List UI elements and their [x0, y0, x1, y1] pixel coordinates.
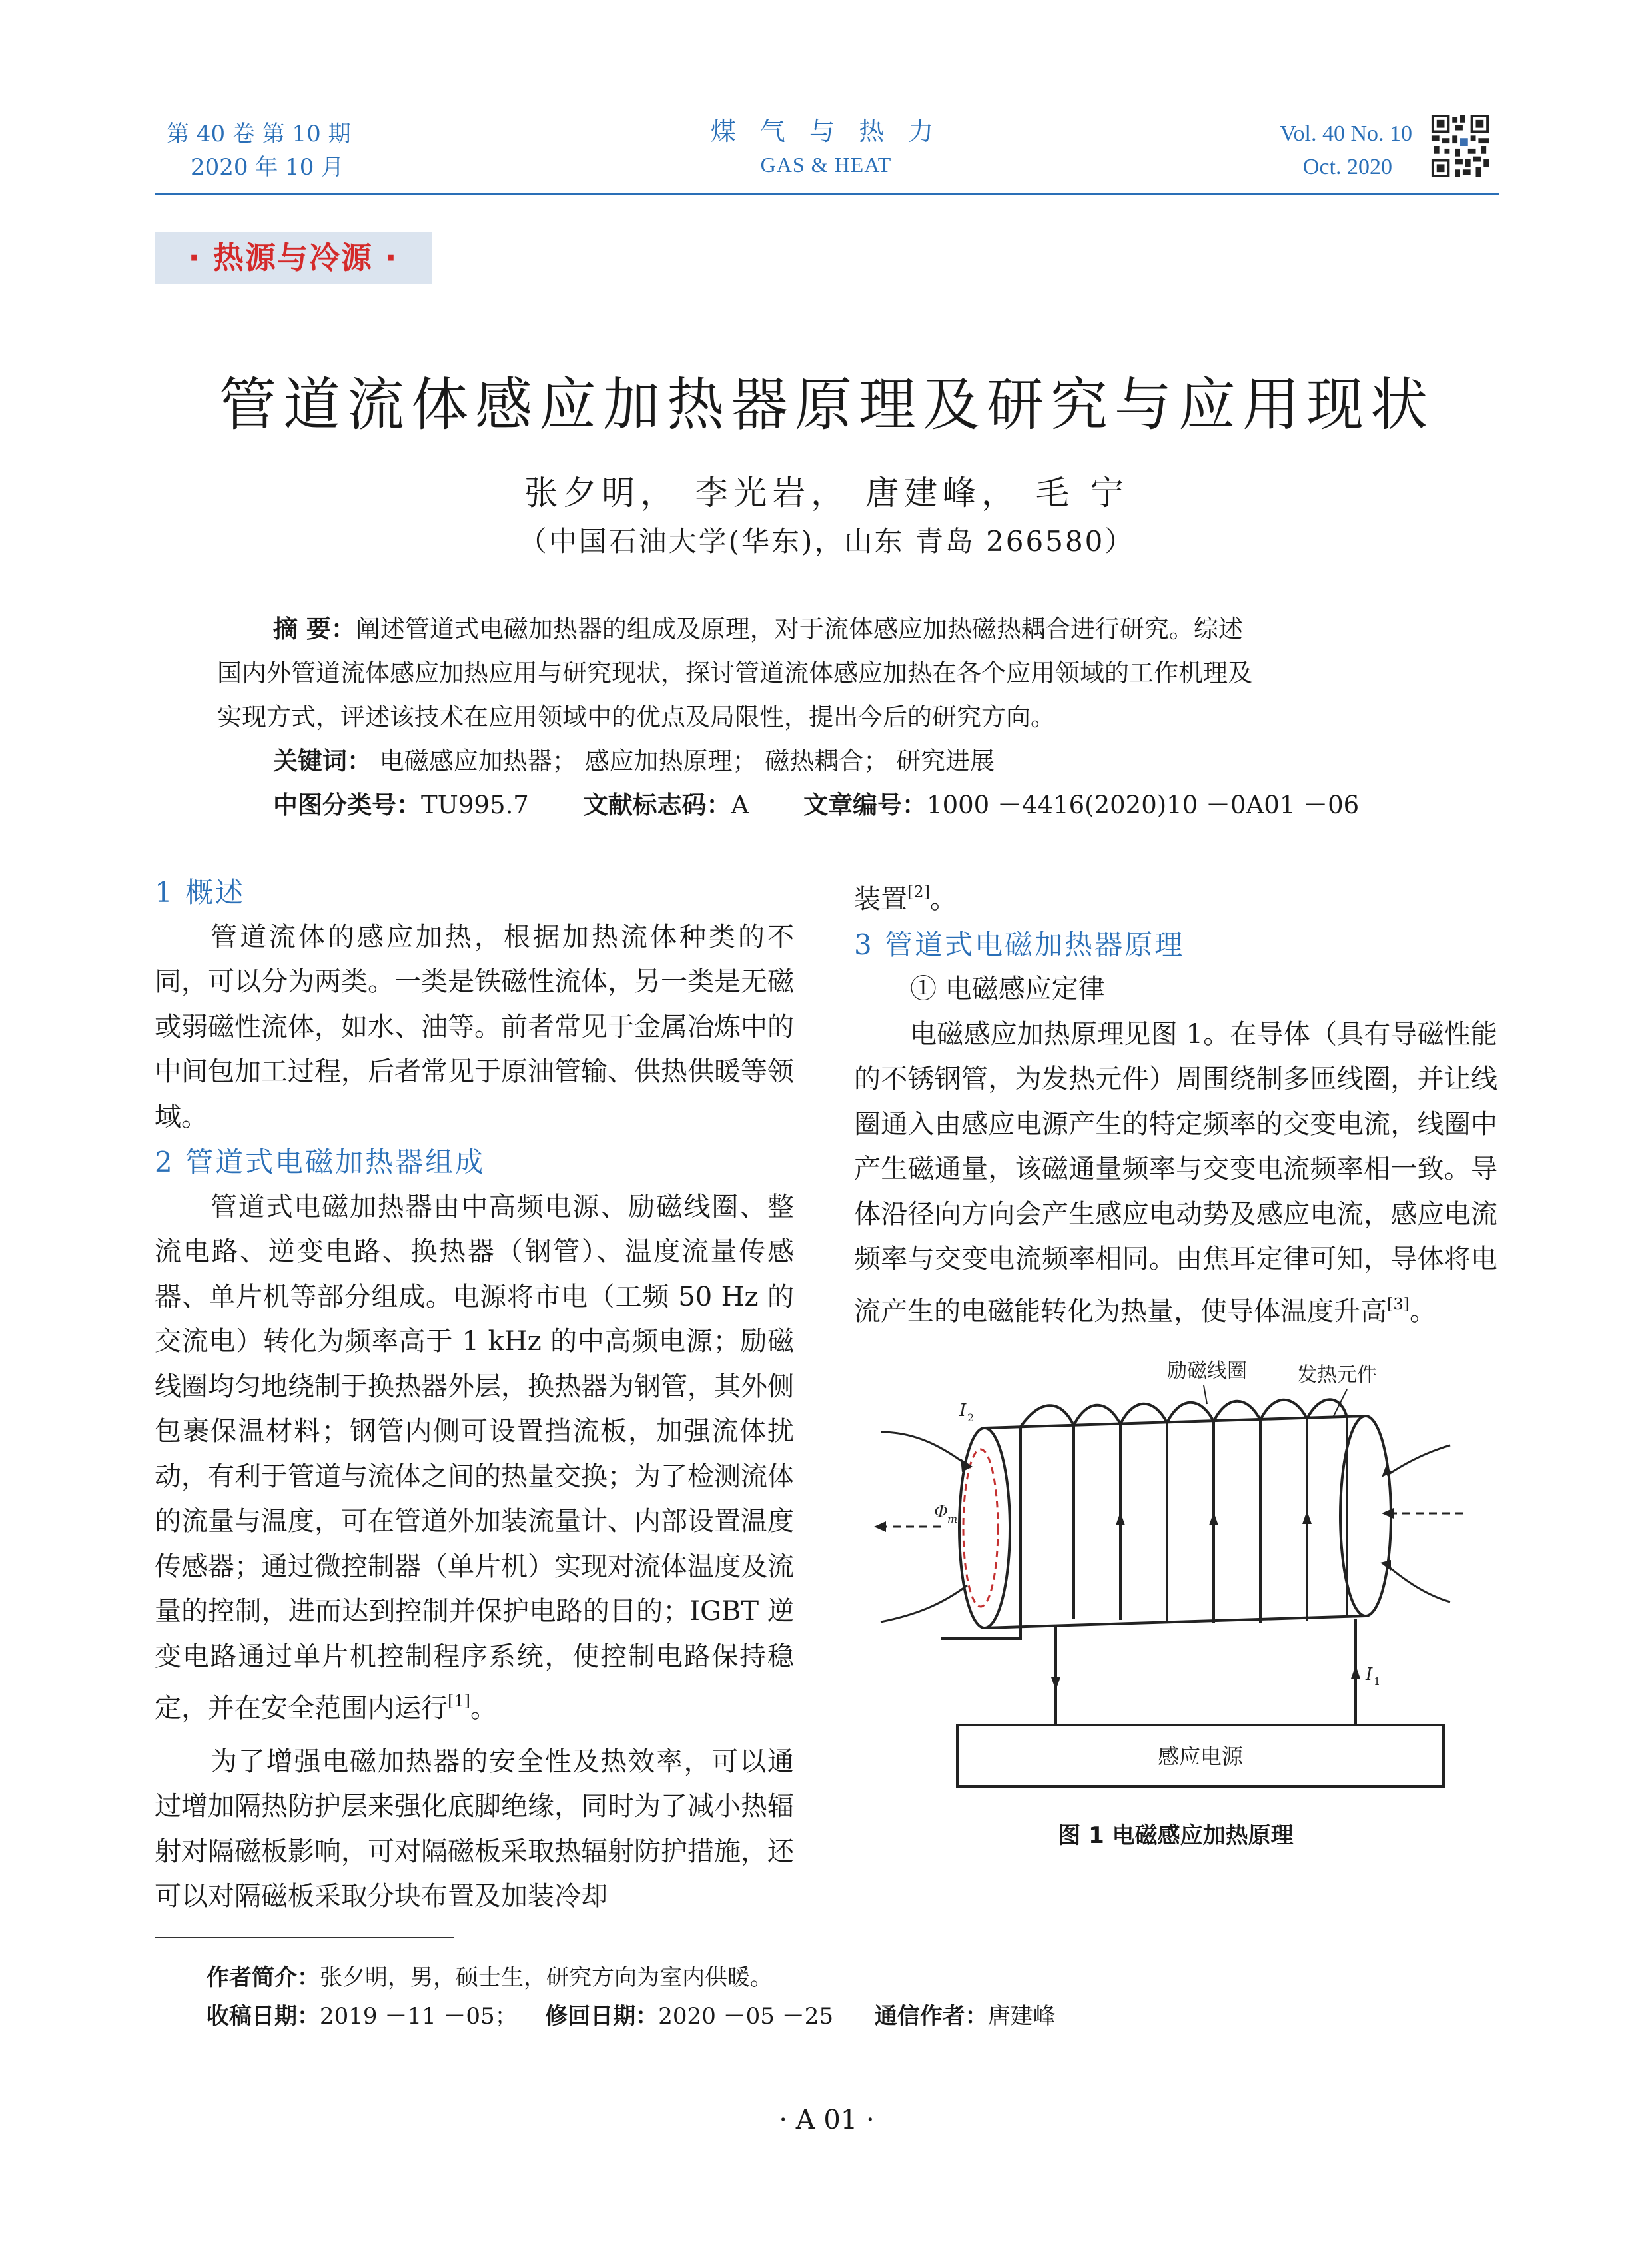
- lead-arrow-up-icon: [1351, 1665, 1360, 1679]
- citation-1: [1]: [448, 1692, 470, 1710]
- abstract-line-3: 实现方式，评述该技术在应用领域中的优点及局限性，提出今后的研究方向。: [217, 703, 1055, 731]
- abstract: [217, 607, 1443, 739]
- section-2-heading: 2 管道式电磁加热器组成: [155, 1146, 486, 1178]
- header-journal-cn: 煤 气 与 热 力: [710, 117, 942, 146]
- current-i2-label: I: [959, 1401, 967, 1421]
- article-no-label: 文章编号：: [803, 791, 927, 819]
- power-supply-label: 感应电源: [1157, 1744, 1244, 1769]
- section-2-paragraph-2: 为了增强电磁加热器的安全性及热效率，可以通过增加隔热防护层来强化底脚绝缘，同时为了减小热辐射对隔磁板影响，可对隔磁板采取热辐射防护措施，还可以对隔磁板采取分块布置及加装冷却: [155, 1746, 794, 1912]
- clc-value: TU995.7: [421, 791, 529, 819]
- author-bio: [206, 1958, 773, 1997]
- figure-1: [854, 1352, 1497, 1818]
- left-column: [155, 870, 794, 1920]
- continued-text: [854, 870, 1497, 923]
- section-tag: · 热源与冷源 ·: [155, 232, 432, 284]
- lead-arrow-down-icon: [1051, 1677, 1060, 1690]
- field-arrow-icon: [1380, 1560, 1391, 1571]
- header-date-en: Oct. 2020: [1302, 155, 1392, 179]
- section-2-paragraph-1-text: 管道式电磁加热器由中高频电源、励磁线圈、整流电路、逆变电路、换热器（钢管）、温度流量传感器、单片机等部分组成。电源将市电（工频 50 Hz 的交流电）转化为频率高于 1 kHz 的中高频电源；励磁线圈均匀地绕制于换热器外层，换热器为钢管，其外侧包裹保温材料；钢管内侧可设置挡流板，加强流体扰动，有利于管道与流体之间的热量交换；为了检测流体的流量与温度，可在管道外加装流量计、内部设置温度传感器；通过微控制器（单片机）实现对流体温度及流量的控制，进而达到控制并保护电路的目的；IGBT 逆变电路通过单片机控制程序系统，使控制电路保持稳定，并在安全范围内运行: [155, 1191, 794, 1724]
- current-i1-label: I: [1366, 1665, 1373, 1684]
- footnote-rule: [155, 1937, 454, 1938]
- corresponding-value: 唐建峰: [987, 2003, 1056, 2030]
- abstract-line-1: 阐述管道式电磁加热器的组成及原理，对于流体感应加热磁热耦合进行研究。综述: [355, 615, 1243, 643]
- section-3-paragraph-end: 。: [1410, 1296, 1436, 1327]
- field-arrow-icon: [1382, 1467, 1392, 1477]
- keywords-text: 电磁感应加热器； 感应加热原理； 磁热耦合； 研究进展: [379, 747, 995, 775]
- header-date-cn: 2020 年 10 月: [191, 154, 344, 181]
- header-rule: [155, 193, 1499, 195]
- section-3-subheading: ① 电磁感应定律: [910, 974, 1105, 1004]
- header-vol-no: Vol. 40 No. 10: [1280, 121, 1412, 146]
- current-i2-subscript: 2: [967, 1411, 975, 1424]
- received-label: 收稿日期：: [206, 2003, 320, 2030]
- section-2-paragraph-1-end: 。: [470, 1693, 497, 1724]
- qr-code-icon: [1431, 115, 1489, 177]
- header-volume-en: [1252, 117, 1412, 184]
- header-journal-en: GAS & HEAT: [760, 153, 892, 177]
- corresponding-label: 通信作者：: [874, 2003, 988, 2030]
- section-3-heading: 3 管道式电磁加热器原理: [854, 928, 1185, 961]
- clc-label: 中图分类号：: [273, 791, 421, 819]
- abstract-line-2: 国内外管道流体感应加热应用与研究现状，探讨管道流体感应加热在各个应用领域的工作机理及: [217, 659, 1252, 687]
- section-1-heading: 1 概述: [155, 876, 246, 909]
- coil-current-arrows: [1116, 1511, 1312, 1525]
- header-volume: [167, 117, 351, 184]
- coil-label: 励磁线圈: [1167, 1359, 1247, 1383]
- authors: 张夕明， 李光岩， 唐建峰， 毛 宁: [524, 474, 1129, 512]
- flux-out-arrow-icon: [874, 1521, 886, 1532]
- continued-text-end: 。: [930, 884, 957, 915]
- keywords-label: 关键词：: [273, 747, 372, 775]
- revised-value: 2020 －05 －25: [658, 2003, 833, 2030]
- classification: [273, 783, 1446, 827]
- doc-code-value: A: [731, 791, 749, 819]
- induction-heating-diagram: [854, 1352, 1497, 1818]
- current-i1-subscript: 1: [1374, 1675, 1381, 1688]
- element-label: 发热元件: [1297, 1363, 1377, 1387]
- revised-label: 修回日期：: [545, 2003, 659, 2030]
- author-bio-label: 作者简介：: [206, 1964, 320, 1991]
- continued-text-body: 装置: [854, 884, 907, 915]
- article-no-value: 1000 －4416(2020)10 －0A01 －06: [927, 791, 1360, 819]
- axis-dashed-lines: [881, 1513, 1463, 1527]
- header-volume-issue: 第 40 卷 第 10 期: [167, 121, 351, 147]
- keywords: [273, 739, 995, 783]
- abstract-label: 摘 要：: [273, 615, 356, 643]
- section-3-paragraph-text: 电磁感应加热原理见图 1。在导体（具有导磁性能的不锈钢管，为发热元件）周围绕制多匝线圈，并让线圈通入由感应电源产生的特定频率的交变电流，线圈中产生磁通量，该磁通量频率与交变电流频率相一致。导体沿径向方向会产生感应电动势及感应电流，感应电流频率与交变电流频率相同。由焦耳定律可知，导体将电流产生的电磁能转化为热量，使导体温度升高: [854, 1018, 1497, 1327]
- author-bio-text: 张夕明，男，硕士生，研究方向为室内供暖。: [320, 1964, 773, 1991]
- coil-leader-line: [1204, 1385, 1207, 1404]
- flux-in-arrow-icon: [1382, 1508, 1394, 1519]
- citation-2: [2]: [907, 883, 930, 901]
- section-2-paragraph-1: [155, 1185, 794, 1732]
- dates-line: [206, 1997, 1056, 2036]
- heating-element-cylinder: [959, 1416, 1391, 1628]
- section-1-paragraph: 管道流体的感应加热，根据加热流体种类的不同，可以分为两类。一类是铁磁性流体，另一类是无磁或弱磁性流体，如水、油等。前者常见于金属冶炼中的中间包加工过程，后者常见于原油管输、供热供暖等领域。: [155, 921, 794, 1132]
- article-title: 管道流体感应加热器原理及研究与应用现状: [219, 372, 1434, 438]
- header-journal: [666, 115, 986, 181]
- flux-phi-label: Φ: [934, 1502, 949, 1522]
- received-value: 2019 －11 －05；: [320, 2003, 518, 2030]
- section-3-paragraph: [854, 1012, 1497, 1335]
- page-number: · A 01 ·: [779, 2105, 875, 2135]
- doc-code-label: 文献标志码：: [583, 791, 731, 819]
- figure-caption: 图 1 电磁感应加热原理: [1058, 1822, 1294, 1849]
- affiliation: （中国石油大学(华东)，山东 青岛 266580）: [518, 525, 1135, 558]
- flux-phi-subscript: m: [947, 1513, 958, 1525]
- right-column: [854, 870, 1497, 1334]
- power-leads: [1056, 1619, 1356, 1725]
- flux-ring-icon: [963, 1449, 998, 1607]
- citation-3: [3]: [1387, 1294, 1410, 1313]
